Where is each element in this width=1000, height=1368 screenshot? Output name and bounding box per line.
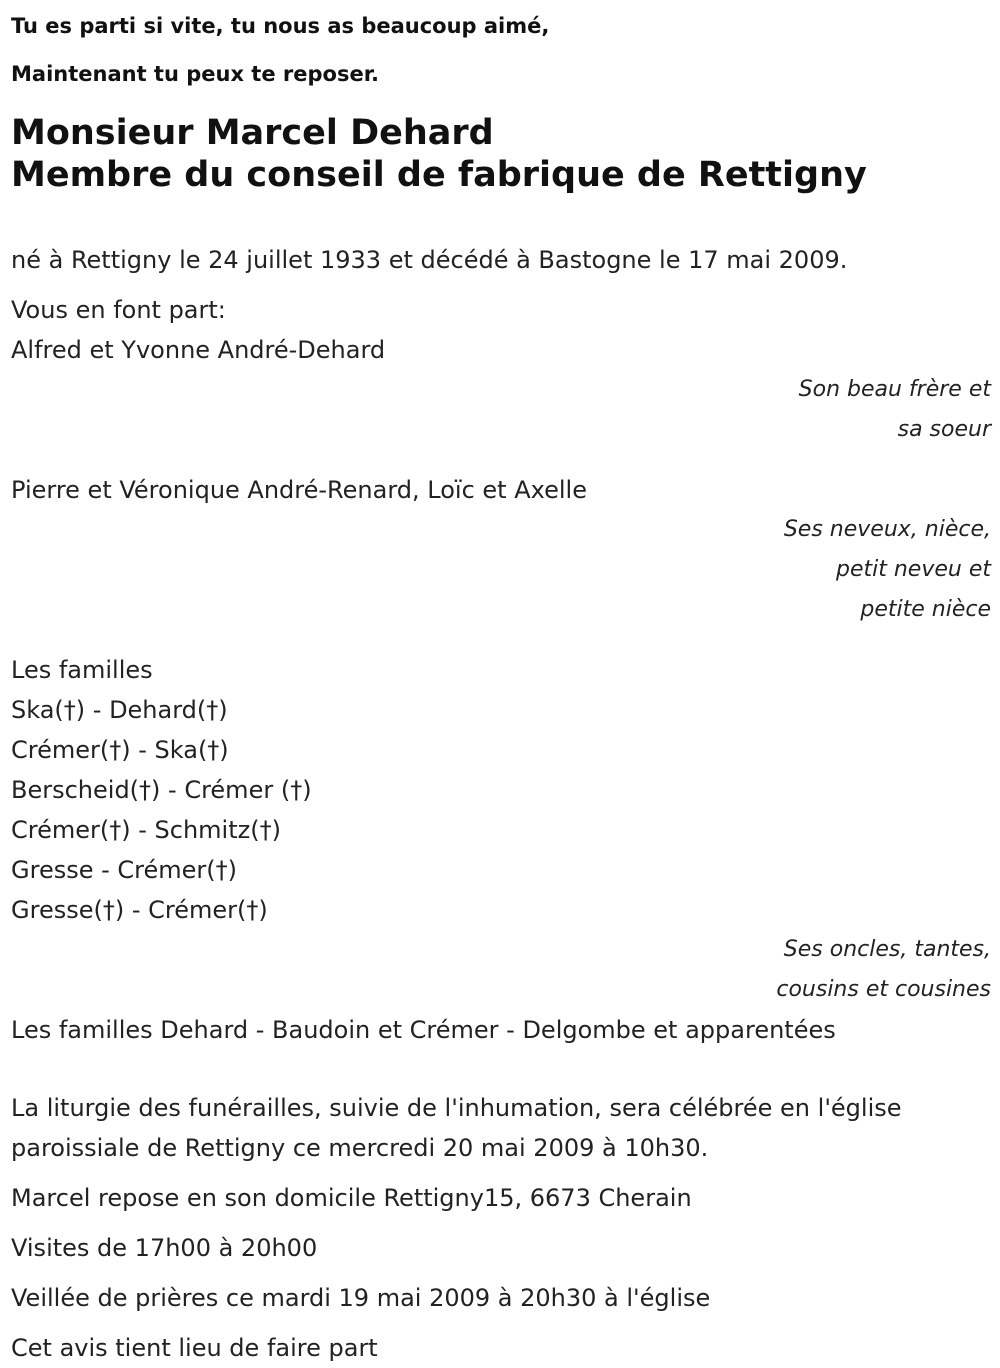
relation-line: Ses oncles, tantes, <box>783 937 991 962</box>
family-name-line: Crémer(†) - Ska(†) <box>11 736 229 764</box>
relation-line: Ses neveux, nièce, <box>783 517 991 542</box>
relation-note <box>11 510 991 630</box>
resting-place-line: Marcel repose en son domicile Rettigny15, 6673 Cherain <box>11 1184 692 1212</box>
family-name-line: Les familles <box>11 656 153 684</box>
family-name-line: Gresse - Crémer(†) <box>11 856 237 884</box>
relation-line: petite nièce <box>860 597 991 622</box>
family-group <box>11 650 991 1010</box>
family-group <box>11 470 991 630</box>
family-name-line: Crémer(†) - Schmitz(†) <box>11 816 281 844</box>
ceremony-paragraph: La liturgie des funérailles, suivie de l'inhumation, sera célébrée en l'église paroissiale de Rettigny ce mercredi 20 mai 2009 à 10h30. <box>11 1094 902 1162</box>
vigil-line: Veillée de prières ce mardi 19 mai 2009 à 20h30 à l'église <box>11 1284 711 1312</box>
family-group <box>11 330 991 450</box>
deceased-heading <box>11 112 991 196</box>
family-name-line: Pierre et Véronique André-Renard, Loïc et Axelle <box>11 476 587 504</box>
visits-line: Visites de 17h00 à 20h00 <box>11 1234 318 1262</box>
epigraph-line: Maintenant tu peux te reposer. <box>11 62 380 86</box>
other-families-line: Les familles Dehard - Baudoin et Crémer - Delgombe et apparentées <box>11 1016 836 1044</box>
family-name-line: Gresse(†) - Crémer(†) <box>11 896 268 924</box>
closing-line: Cet avis tient lieu de faire part <box>11 1334 378 1362</box>
relation-note <box>11 370 991 450</box>
family-name-line: Alfred et Yvonne André-Dehard <box>11 336 386 364</box>
relation-line: petit neveu et <box>836 557 991 582</box>
relation-line: cousins et cousines <box>776 977 991 1002</box>
epigraph <box>11 2 991 98</box>
relation-line: Son beau frère et <box>798 377 991 402</box>
family-name-line: Berscheid(†) - Crémer (†) <box>11 776 312 804</box>
deceased-title: Membre du conseil de fabrique de Rettigny <box>11 155 867 195</box>
birth-death-line: né à Rettigny le 24 juillet 1933 et décédé à Bastogne le 17 mai 2009. <box>11 246 848 274</box>
announcement-line: Vous en font part: <box>11 296 226 324</box>
relation-note <box>11 930 991 1010</box>
epigraph-line: Tu es parti si vite, tu nous as beaucoup aimé, <box>11 14 550 38</box>
family-name-line: Ska(†) - Dehard(†) <box>11 696 228 724</box>
deceased-name: Monsieur Marcel Dehard <box>11 113 494 153</box>
obituary-notice <box>11 0 991 1368</box>
relation-line: sa soeur <box>897 417 991 442</box>
